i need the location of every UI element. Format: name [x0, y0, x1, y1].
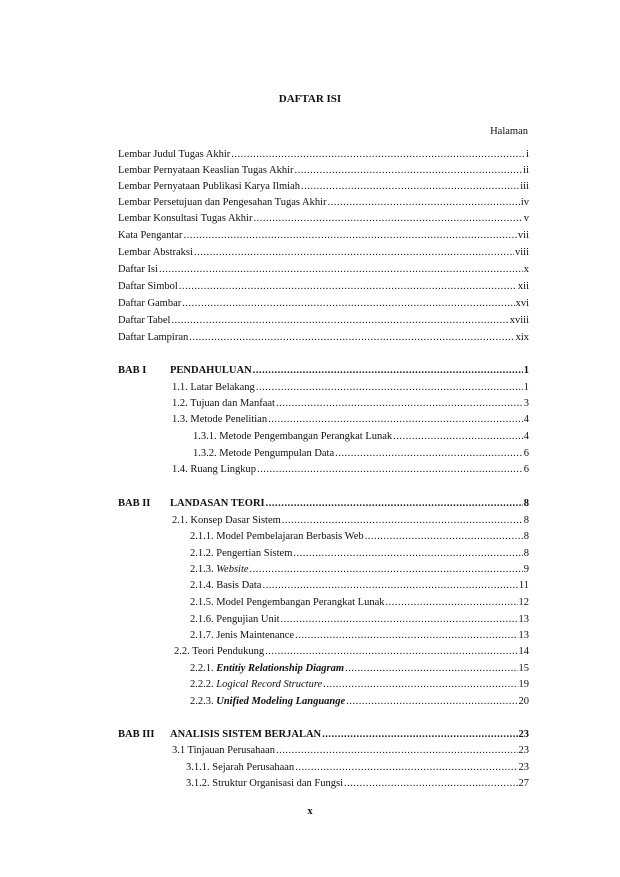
entry-label: Daftar Lampiran	[118, 332, 189, 343]
entry-page: 8	[523, 498, 529, 509]
entry-label: 1.3. Metode Penelitian	[172, 414, 268, 425]
entry-page: 9	[523, 564, 529, 575]
entry-label: Lembar Pernyataan Publikasi Karya Ilmiah	[118, 181, 300, 192]
entry-label: 1.4. Ruang Lingkup	[172, 464, 256, 475]
toc-entry	[118, 147, 529, 162]
entry-label-italic: Unified Modeling Languange	[216, 696, 346, 707]
entry-page: 13	[518, 630, 529, 641]
toc-entry	[118, 262, 529, 277]
entry-page: 6	[523, 448, 529, 459]
chapter-title: PENDAHULUAN	[170, 365, 252, 376]
entry-label: 2.1. Konsep Dasar Sistem	[172, 515, 281, 526]
entry-label: Lembar Pernyataan Keaslian Tugas Akhir	[118, 165, 294, 176]
chapter-heading	[118, 496, 529, 511]
entry-page: viii	[514, 247, 529, 258]
toc-entry	[193, 446, 529, 461]
toc-entry	[186, 760, 529, 775]
toc-entry	[172, 412, 529, 427]
toc-entry	[190, 562, 529, 577]
entry-page: 4	[523, 414, 529, 425]
toc-entry	[118, 296, 529, 311]
toc-entry	[172, 513, 529, 528]
toc-entry	[190, 661, 529, 676]
entry-page: iii	[520, 181, 529, 192]
entry-label: 2.1.3.	[190, 564, 214, 575]
entry-label-italic: Logical Record Structure	[216, 679, 323, 690]
entry-label: 2.2.1.	[190, 663, 214, 674]
toc-entry	[190, 578, 529, 593]
chapter-title: LANDASAN TEORI	[170, 498, 265, 509]
entry-page: 1	[523, 382, 529, 393]
entry-label: Daftar Isi	[118, 264, 158, 275]
entry-page: 6	[523, 464, 529, 475]
toc-entry	[118, 179, 529, 194]
entry-page: iv	[520, 197, 529, 208]
entry-label: Daftar Gambar	[118, 298, 182, 309]
page-number: x	[307, 806, 313, 817]
entry-label: 3.1 Tinjauan Perusahaan	[172, 745, 275, 756]
entry-page: xviii	[509, 315, 529, 326]
entry-label: Daftar Simbol	[118, 281, 178, 292]
entry-label: 1.1. Latar Belakang	[172, 382, 255, 393]
chapter-title: ANALISIS SISTEM BERJALAN	[170, 729, 322, 740]
entry-page: 8	[523, 515, 529, 526]
toc-entry	[118, 330, 529, 345]
entry-label: Daftar Tabel	[118, 315, 171, 326]
chapter-number: BAB II	[118, 498, 151, 509]
entry-page: 12	[518, 597, 529, 608]
toc-entry	[118, 211, 529, 226]
entry-label: 1.2. Tujuan dan Manfaat	[172, 398, 275, 409]
entry-label: 2.1.1. Model Pembelajaran Berbasis Web	[190, 531, 364, 542]
entry-page: 4	[523, 431, 529, 442]
toc-entry	[118, 279, 529, 294]
entry-label: 2.2.3.	[190, 696, 214, 707]
entry-label: Lembar Konsultasi Tugas Akhir	[118, 213, 253, 224]
chapter-heading	[118, 727, 529, 742]
entry-label: 3.1.1. Sejarah Perusahaan	[186, 762, 295, 773]
entry-page: 1	[523, 365, 529, 376]
entry-page: 8	[523, 548, 529, 559]
toc-entry	[118, 245, 529, 260]
toc-entry	[172, 396, 529, 411]
entry-page: i	[526, 149, 529, 160]
toc-entry	[186, 776, 529, 791]
entry-label: 2.1.6. Pengujian Unit	[190, 614, 280, 625]
halaman-header: Halaman	[490, 126, 528, 137]
entry-page: xii	[517, 281, 529, 292]
entry-page: x	[523, 264, 529, 275]
chapter-number: BAB III	[118, 729, 155, 740]
entry-page: xix	[515, 332, 529, 343]
entry-label-italic: Website	[216, 564, 249, 575]
entry-label: 2.2.2.	[190, 679, 214, 690]
entry-label: 2.1.5. Model Pengembangan Perangkat Lunak	[190, 597, 385, 608]
entry-page: 14	[518, 646, 529, 657]
entry-label: 1.3.1. Metode Pengembangan Perangkat Lunak	[193, 431, 393, 442]
entry-page: 15	[518, 663, 529, 674]
toc-entry	[172, 743, 529, 758]
chapter-heading	[118, 363, 529, 378]
toc-entry	[118, 228, 529, 243]
chapter-number: BAB I	[118, 365, 147, 376]
entry-label: 1.3.2. Metode Pengumpulan Data	[193, 448, 335, 459]
page-title: DAFTAR ISI	[278, 93, 342, 105]
entry-label: 2.1.4. Basis Data	[190, 580, 262, 591]
entry-page: 3	[523, 398, 529, 409]
toc-entry	[190, 595, 529, 610]
entry-page: 20	[518, 696, 529, 707]
toc-entry	[174, 644, 529, 659]
toc-entry	[193, 429, 529, 444]
entry-page: vii	[517, 230, 529, 241]
entry-page: v	[523, 213, 529, 224]
entry-page: 11	[518, 580, 529, 591]
toc-entry	[172, 380, 529, 395]
toc-entry	[118, 163, 529, 178]
entry-page: xvi	[515, 298, 529, 309]
entry-label: 2.1.2. Pengertian Sistem	[190, 548, 293, 559]
entry-page: 23	[518, 745, 529, 756]
toc-entry	[190, 694, 529, 709]
toc-entry	[190, 612, 529, 627]
toc-entry	[190, 546, 529, 561]
entry-label: Lembar Persetujuan dan Pengesahan Tugas Akhir	[118, 197, 327, 208]
entry-label: 2.2. Teori Pendukung	[174, 646, 265, 657]
toc-entry	[190, 529, 529, 544]
toc-entry	[190, 628, 529, 643]
entry-label: Lembar Abstraksi	[118, 247, 193, 258]
entry-label: 2.1.7. Jenis Maintenance	[190, 630, 295, 641]
entry-page: 27	[518, 778, 529, 789]
entry-label: Kata Pengantar	[118, 230, 183, 241]
toc-entry	[172, 462, 529, 477]
toc-entry	[190, 677, 529, 692]
entry-page: 13	[518, 614, 529, 625]
entry-page: 23	[518, 762, 529, 773]
entry-page: 23	[518, 729, 529, 740]
entry-page: 8	[523, 531, 529, 542]
entry-label: 3.1.2. Struktur Organisasi dan Fungsi	[186, 778, 344, 789]
toc-entry	[118, 313, 529, 328]
entry-page: ii	[523, 165, 529, 176]
entry-label-italic: Entitiy Relationship Diagram	[216, 663, 345, 674]
entry-label: Lembar Judul Tugas Akhir	[118, 149, 231, 160]
toc-entry	[118, 195, 529, 210]
entry-page: 19	[518, 679, 529, 690]
